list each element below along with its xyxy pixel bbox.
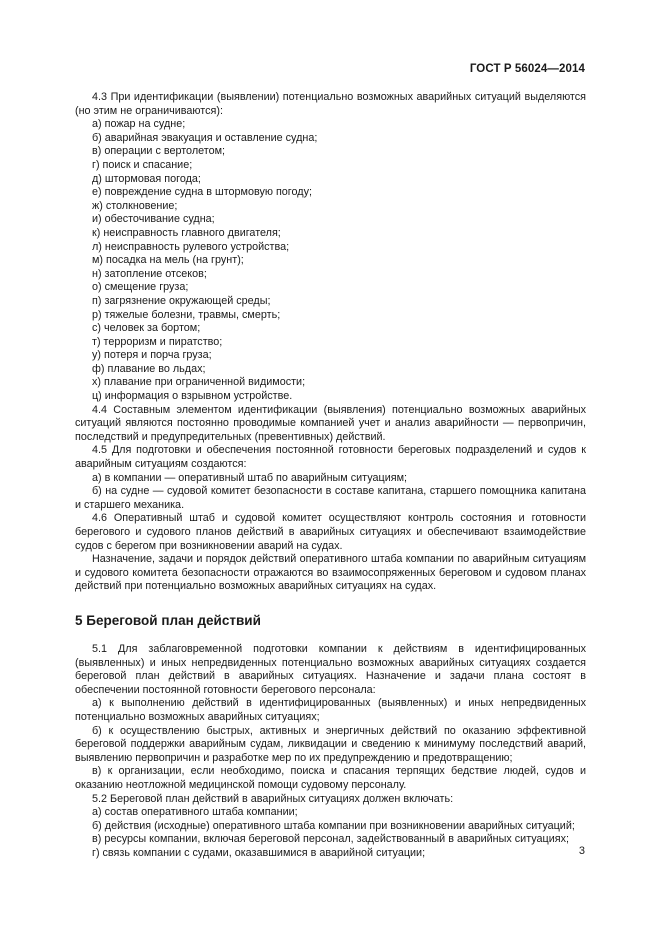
document-body <box>75 91 586 860</box>
list-item: г) связь компании с судами, оказавшимися в аварийной ситуации; <box>92 846 426 859</box>
paragraph-4-3: 4.3 При идентификации (выявлении) потенциально возможных аварийных ситуаций выделяются (но этим не ограничиваются): <box>75 91 586 117</box>
paragraph-4-4: 4.4 Составным элементом идентификации (выявления) потенциально возможных аварийных ситуаций являются постоянно проводимые компанией учет и анализ аварийности — первопричин, последствий и предупредительных (превентивных) действий. <box>75 403 586 443</box>
list-item: к) неисправность главного двигателя; <box>92 226 281 239</box>
list-item: г) поиск и спасание; <box>92 158 193 171</box>
list-item: а) состав оперативного штаба компании; <box>92 806 298 819</box>
list-item: е) повреждение судна в штормовую погоду; <box>92 186 312 199</box>
paragraph-4-5-b: б) на судне — судовой комитет безопасности в составе капитана, старшего помощника капитана и старшего механика. <box>75 485 586 511</box>
list-item: ж) столкновение; <box>92 199 178 212</box>
page-number: 3 <box>578 845 585 857</box>
list-item: о) смещение груза; <box>92 281 189 294</box>
paragraph-4-6: 4.6 Оперативный штаб и судовой комитет осуществляют контроль состояния и готовности берегового и судового планов действий в аварийных ситуациях и обеспечивают взаимодействие судов с берегом при возникновении аварий на судах. <box>75 512 586 552</box>
paragraph-5-1-b: б) к осуществлению быстрых, активных и энергичных действий по оказанию эффективной береговой поддержки аварийным судам, ликвидации и сведению к минимуму последствий аварий, выявлению первопричин и разработке мер по их предупреждению и предотвращению; <box>75 724 586 764</box>
list-item: л) неисправность рулевого устройства; <box>92 240 290 253</box>
list-item: п) загрязнение окружающей среды; <box>92 294 271 307</box>
list-item: т) терроризм и пиратство; <box>92 335 223 348</box>
list-item: р) тяжелые болезни, травмы, смерть; <box>92 308 281 321</box>
list-item: с) человек за бортом; <box>92 322 201 335</box>
list-item: а) пожар на судне; <box>92 118 186 131</box>
list-item: х) плавание при ограниченной видимости; <box>92 376 306 389</box>
list-item: у) потеря и порча груза; <box>92 349 212 362</box>
paragraph-4-6-cont: Назначение, задачи и порядок действий оперативного штаба компании по аварийным ситуациям и судового комитета безопасности отражаются во взаимосопряженных береговом и судовом планах действий при потенциально возможных аварийных ситуациях на судах. <box>75 553 586 593</box>
section-5-title: 5 Береговой план действий <box>75 612 261 628</box>
paragraph-4-5-a: а) в компании — оперативный штаб по аварийным ситуациям; <box>92 471 407 484</box>
list-5-2 <box>75 806 586 860</box>
list-item: в) ресурсы компании, включая береговой персонал, задействованный в аварийных ситуациях; <box>92 833 569 846</box>
list-item: д) штормовая погода; <box>92 172 201 185</box>
paragraph-5-1: 5.1 Для заблаговременной подготовки компании к действиям в идентифицированных (выявленных) и иных непредвиденных потенциально возможных аварийных ситуациях создается береговой план действий в аварийных ситуациях. Назначение и задачи плана состоят в обеспечении постоянной готовности берегового персонала: <box>75 642 586 696</box>
list-item: б) действия (исходные) оперативного штаба компании при возникновении аварийных ситуаций; <box>92 819 575 832</box>
list-item: и) обесточивание судна; <box>92 213 215 226</box>
list-item: в) операции с вертолетом; <box>92 145 226 158</box>
paragraph-5-1-a: а) к выполнению действий в идентифицированных (выявленных) и иных непредвиденных потенциально возможных аварийных ситуациях; <box>75 697 586 723</box>
list-4-3 <box>75 118 586 403</box>
list-item: ф) плавание во льдах; <box>92 362 206 375</box>
paragraph-4-5: 4.5 Для подготовки и обеспечения постоянной готовности береговых подразделений и судов к аварийным ситуациям создаются: <box>75 444 586 471</box>
paragraph-5-2: 5.2 Береговой план действий в аварийных ситуациях должен включать: <box>92 792 454 805</box>
list-item: б) аварийная эвакуация и оставление судна; <box>92 131 318 144</box>
paragraph-5-1-c: в) к организации, если необходимо, поиска и спасания терпящих бедствие людей, судов и оказанию неотложной медицинской помощи судовому персоналу. <box>75 765 586 791</box>
list-item: ц) информация о взрывном устройстве. <box>92 390 293 403</box>
document-code-header: ГОСТ Р 56024—2014 <box>469 63 585 75</box>
list-item: н) затопление отсеков; <box>92 267 207 280</box>
list-item: м) посадка на мель (на грунт); <box>92 254 244 267</box>
